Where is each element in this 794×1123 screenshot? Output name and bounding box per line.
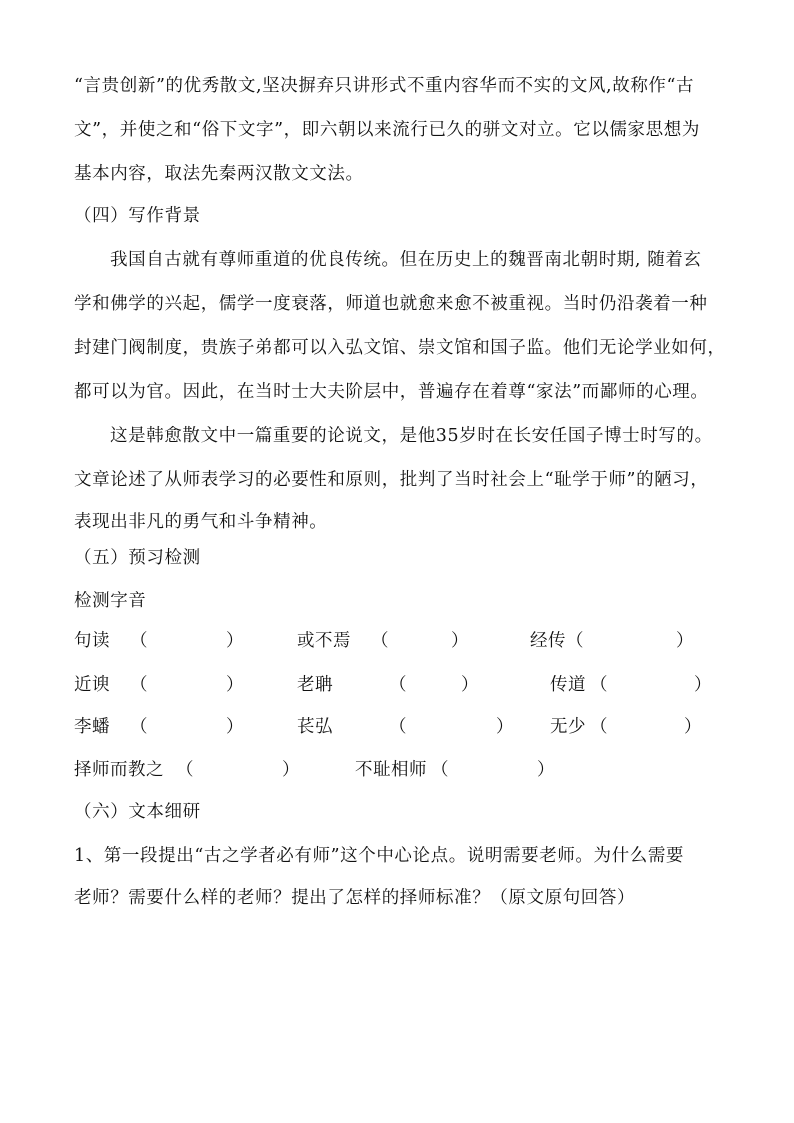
answer-close-paren: ）: [684, 717, 702, 737]
answer-close-paren: ）: [451, 631, 469, 651]
section-4-para1-line-2: 学和佛学的兴起，儒学一度衰落，师道也就愈来愈不被重视。当时仍沿袭着一种: [74, 294, 708, 314]
answer-close-paren: ）: [496, 717, 514, 737]
pinyin-word: 苌弘: [297, 717, 333, 737]
answer-open-paren: （: [130, 631, 148, 651]
pinyin-word: 近谀: [74, 675, 110, 695]
section-5-subheading: 检测字音: [74, 591, 147, 611]
section-4-para2-line-1: 这是韩愈散文中一篇重要的论说文，是他35岁时在长安任国子博士时写的。: [110, 426, 713, 446]
pinyin-word: 或不焉: [297, 631, 351, 651]
section-4-para1-line-1: 我国自古就有尊师重道的优良传统。但在历史上的魏晋南北朝时期, 随着玄: [110, 250, 702, 270]
answer-open-paren: （: [371, 631, 389, 651]
question-1-line-1: 1、第一段提出“古之学者必有师”这个中心论点。说明需要老师。为什么需要: [74, 846, 685, 866]
answer-open-paren: （: [431, 760, 449, 780]
pinyin-word: 传道: [550, 675, 586, 695]
intro-line-2: 文”，并使之和“俗下文字”，即六朝以来流行已久的骈文对立。它以儒家思想为: [74, 120, 700, 140]
answer-open-paren: （: [389, 717, 407, 737]
intro-line-1: “言贵创新”的优秀散文,坚决摒弃只讲形式不重内容华而不实的文风,故称作“古: [74, 76, 695, 96]
section-4-para1-line-3: 封建门阀制度，贵族子弟都可以入弘文馆、崇文馆和国子监。他们无论学业如何，: [74, 338, 726, 358]
pinyin-word: 老聃: [297, 675, 333, 695]
section-4-heading: （四）写作背景: [74, 206, 201, 226]
section-4-para1-line-4: 都可以为官。因此，在当时士大夫阶层中，普遍存在着尊“家法”而鄙师的心理。: [74, 382, 709, 402]
pinyin-word: 句读: [74, 631, 110, 651]
answer-open-paren: （: [130, 675, 148, 695]
answer-close-paren: ）: [694, 675, 712, 695]
answer-open-paren: （: [389, 675, 407, 695]
answer-open-paren: （: [590, 675, 608, 695]
answer-close-paren: ）: [537, 760, 555, 780]
pinyin-word: 不耻相师: [355, 760, 427, 780]
answer-open-paren: （: [590, 717, 608, 737]
section-4-para2-line-3: 表现出非凡的勇气和斗争精神。: [74, 512, 328, 532]
answer-open-paren: （: [566, 631, 584, 651]
section-4-para2-line-2: 文章论述了从师表学习的必要性和原则，批判了当时社会上“耻学于师”的陋习，: [74, 470, 709, 490]
answer-close-paren: ）: [226, 717, 244, 737]
section-6-heading: （六）文本细研: [74, 802, 201, 822]
question-1-line-2: 老师？需要什么样的老师？提出了怎样的择师标准？（原文原句回答）: [74, 888, 636, 908]
answer-close-paren: ）: [226, 631, 244, 651]
answer-close-paren: ）: [676, 631, 694, 651]
answer-close-paren: ）: [226, 675, 244, 695]
answer-close-paren: ）: [461, 675, 479, 695]
answer-close-paren: ）: [282, 760, 300, 780]
section-5-heading: （五）预习检测: [74, 548, 201, 568]
pinyin-word: 无少: [550, 717, 586, 737]
answer-open-paren: （: [176, 760, 194, 780]
pinyin-word: 经传: [530, 631, 566, 651]
answer-open-paren: （: [130, 717, 148, 737]
intro-line-3: 基本内容，取法先秦两汉散文文法。: [74, 164, 364, 184]
pinyin-word: 择师而教之: [74, 760, 164, 780]
pinyin-word: 李蟠: [74, 717, 110, 737]
